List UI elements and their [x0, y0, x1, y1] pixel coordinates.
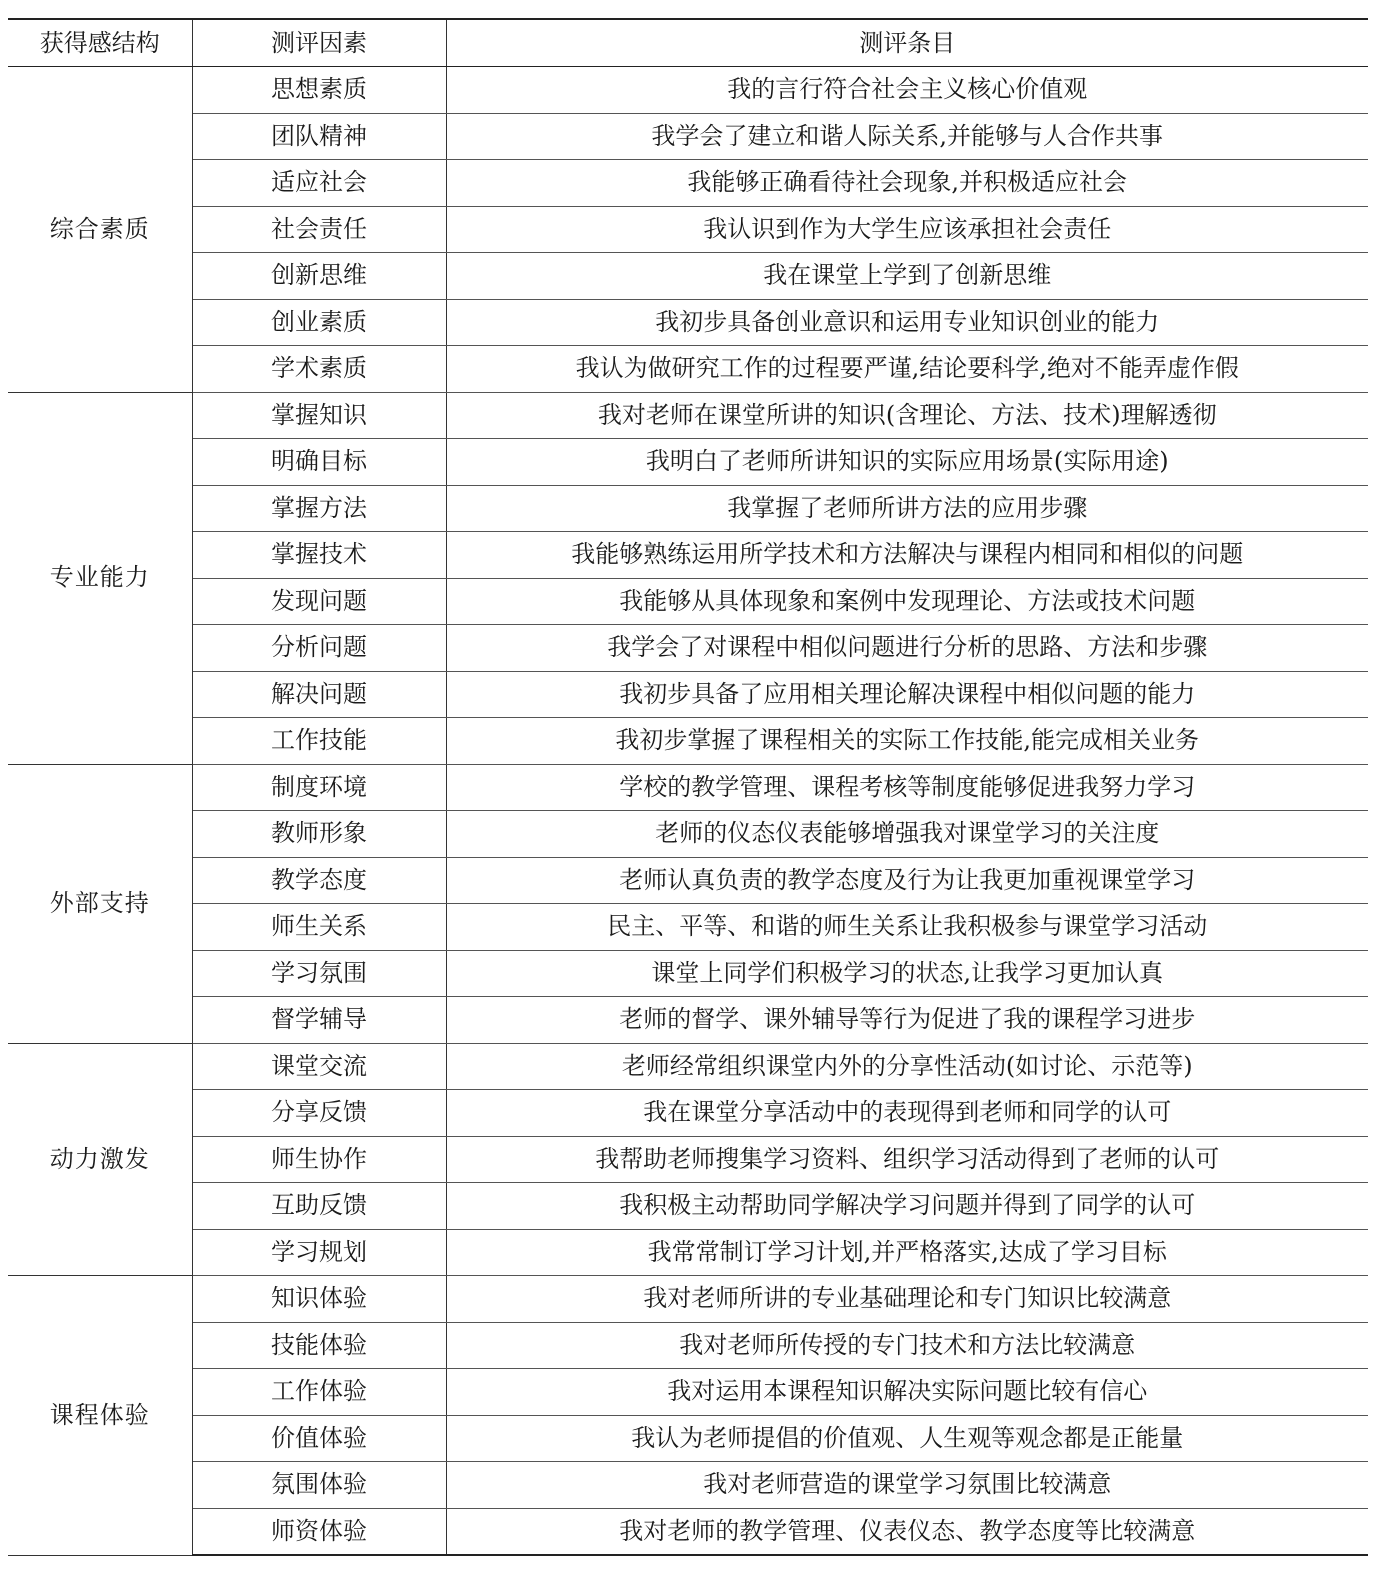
item-cell: 课堂上同学们积极学习的状态,让我学习更加认真 — [446, 950, 1368, 997]
item-cell: 我学会了对课程中相似问题进行分析的思路、方法和步骤 — [446, 625, 1368, 672]
item-cell: 我在课堂上学到了创新思维 — [446, 253, 1368, 300]
table-row — [8, 346, 1368, 393]
item-cell: 我对老师所传授的专门技术和方法比较满意 — [446, 1322, 1368, 1369]
item-cell: 我认为老师提倡的价值观、人生观等观念都是正能量 — [446, 1415, 1368, 1462]
factor-cell: 学习规划 — [192, 1229, 446, 1276]
item-cell: 我积极主动帮助同学解决学习问题并得到了同学的认可 — [446, 1183, 1368, 1230]
item-cell: 我初步具备创业意识和运用专业知识创业的能力 — [446, 299, 1368, 346]
item-cell: 我的言行符合社会主义核心价值观 — [446, 67, 1368, 114]
factor-cell: 分析问题 — [192, 625, 446, 672]
table-row — [8, 1183, 1368, 1230]
table-row — [8, 1090, 1368, 1137]
header-row — [8, 19, 1368, 67]
factor-cell: 解决问题 — [192, 671, 446, 718]
factor-cell: 工作技能 — [192, 718, 446, 765]
table-row — [8, 113, 1368, 160]
table-row — [8, 811, 1368, 858]
factor-cell: 工作体验 — [192, 1369, 446, 1416]
table-row — [8, 764, 1368, 811]
factor-cell: 师生协作 — [192, 1136, 446, 1183]
item-cell: 我对运用本课程知识解决实际问题比较有信心 — [446, 1369, 1368, 1416]
item-cell: 老师的督学、课外辅导等行为促进了我的课程学习进步 — [446, 997, 1368, 1044]
item-cell: 我认识到作为大学生应该承担社会责任 — [446, 206, 1368, 253]
item-cell: 我在课堂分享活动中的表现得到老师和同学的认可 — [446, 1090, 1368, 1137]
item-cell: 我能够正确看待社会现象,并积极适应社会 — [446, 160, 1368, 207]
factor-cell: 发现问题 — [192, 578, 446, 625]
item-cell: 我明白了老师所讲知识的实际应用场景(实际用途) — [446, 439, 1368, 486]
table-row — [8, 1322, 1368, 1369]
factor-cell: 掌握技术 — [192, 532, 446, 579]
table-row — [8, 1276, 1368, 1323]
factor-cell: 学术素质 — [192, 346, 446, 393]
factor-cell: 督学辅导 — [192, 997, 446, 1044]
table-row — [8, 439, 1368, 486]
header-factor: 测评因素 — [192, 19, 446, 67]
item-cell: 我认为做研究工作的过程要严谨,结论要科学,绝对不能弄虚作假 — [446, 346, 1368, 393]
item-cell: 我掌握了老师所讲方法的应用步骤 — [446, 485, 1368, 532]
factor-cell: 分享反馈 — [192, 1090, 446, 1137]
item-cell: 民主、平等、和谐的师生关系让我积极参与课堂学习活动 — [446, 904, 1368, 951]
item-cell: 我初步掌握了课程相关的实际工作技能,能完成相关业务 — [446, 718, 1368, 765]
table-row — [8, 1508, 1368, 1555]
factor-cell: 技能体验 — [192, 1322, 446, 1369]
table-row — [8, 392, 1368, 439]
factor-cell: 师资体验 — [192, 1508, 446, 1555]
table-row — [8, 299, 1368, 346]
factor-cell: 价值体验 — [192, 1415, 446, 1462]
factor-cell: 思想素质 — [192, 67, 446, 114]
table-body — [8, 67, 1368, 1556]
item-cell: 学校的教学管理、课程考核等制度能够促进我努力学习 — [446, 764, 1368, 811]
header-structure: 获得感结构 — [8, 19, 192, 67]
structure-cell: 综合素质 — [8, 67, 192, 393]
factor-cell: 社会责任 — [192, 206, 446, 253]
factor-cell: 知识体验 — [192, 1276, 446, 1323]
factor-cell: 教学态度 — [192, 857, 446, 904]
table-row — [8, 904, 1368, 951]
table-row — [8, 485, 1368, 532]
item-cell: 我能够从具体现象和案例中发现理论、方法或技术问题 — [446, 578, 1368, 625]
table-row — [8, 857, 1368, 904]
item-cell: 老师的仪态仪表能够增强我对课堂学习的关注度 — [446, 811, 1368, 858]
factor-cell: 创业素质 — [192, 299, 446, 346]
table-row — [8, 1415, 1368, 1462]
factor-cell: 互助反馈 — [192, 1183, 446, 1230]
table-row — [8, 1136, 1368, 1183]
table-row — [8, 718, 1368, 765]
table-row — [8, 1462, 1368, 1509]
item-cell: 我对老师所讲的专业基础理论和专门知识比较满意 — [446, 1276, 1368, 1323]
structure-cell: 课程体验 — [8, 1276, 192, 1556]
item-cell: 我对老师的教学管理、仪表仪态、教学态度等比较满意 — [446, 1508, 1368, 1555]
factor-cell: 适应社会 — [192, 160, 446, 207]
table-row — [8, 253, 1368, 300]
table-row — [8, 1229, 1368, 1276]
header-item: 测评条目 — [446, 19, 1368, 67]
factor-cell: 掌握方法 — [192, 485, 446, 532]
item-cell: 我学会了建立和谐人际关系,并能够与人合作共事 — [446, 113, 1368, 160]
table-row — [8, 1369, 1368, 1416]
factor-cell: 明确目标 — [192, 439, 446, 486]
structure-cell: 动力激发 — [8, 1043, 192, 1276]
factor-cell: 制度环境 — [192, 764, 446, 811]
structure-cell: 专业能力 — [8, 392, 192, 764]
item-cell: 我初步具备了应用相关理论解决课程中相似问题的能力 — [446, 671, 1368, 718]
item-cell: 我帮助老师搜集学习资料、组织学习活动得到了老师的认可 — [446, 1136, 1368, 1183]
table-row — [8, 206, 1368, 253]
factor-cell: 掌握知识 — [192, 392, 446, 439]
item-cell: 我常常制订学习计划,并严格落实,达成了学习目标 — [446, 1229, 1368, 1276]
table-row — [8, 578, 1368, 625]
factor-cell: 创新思维 — [192, 253, 446, 300]
factor-cell: 师生关系 — [192, 904, 446, 951]
table-row — [8, 1043, 1368, 1090]
table-row — [8, 671, 1368, 718]
factor-cell: 团队精神 — [192, 113, 446, 160]
table-row — [8, 67, 1368, 114]
table-row — [8, 625, 1368, 672]
factor-cell: 学习氛围 — [192, 950, 446, 997]
item-cell: 我能够熟练运用所学技术和方法解决与课程内相同和相似的问题 — [446, 532, 1368, 579]
table-row — [8, 160, 1368, 207]
structure-cell: 外部支持 — [8, 764, 192, 1043]
item-cell: 我对老师在课堂所讲的知识(含理论、方法、技术)理解透彻 — [446, 392, 1368, 439]
table-row — [8, 997, 1368, 1044]
table-row — [8, 950, 1368, 997]
factor-cell: 氛围体验 — [192, 1462, 446, 1509]
item-cell: 老师经常组织课堂内外的分享性活动(如讨论、示范等) — [446, 1043, 1368, 1090]
factor-cell: 课堂交流 — [192, 1043, 446, 1090]
factor-cell: 教师形象 — [192, 811, 446, 858]
table-row — [8, 532, 1368, 579]
item-cell: 老师认真负责的教学态度及行为让我更加重视课堂学习 — [446, 857, 1368, 904]
evaluation-table — [8, 18, 1368, 1556]
item-cell: 我对老师营造的课堂学习氛围比较满意 — [446, 1462, 1368, 1509]
